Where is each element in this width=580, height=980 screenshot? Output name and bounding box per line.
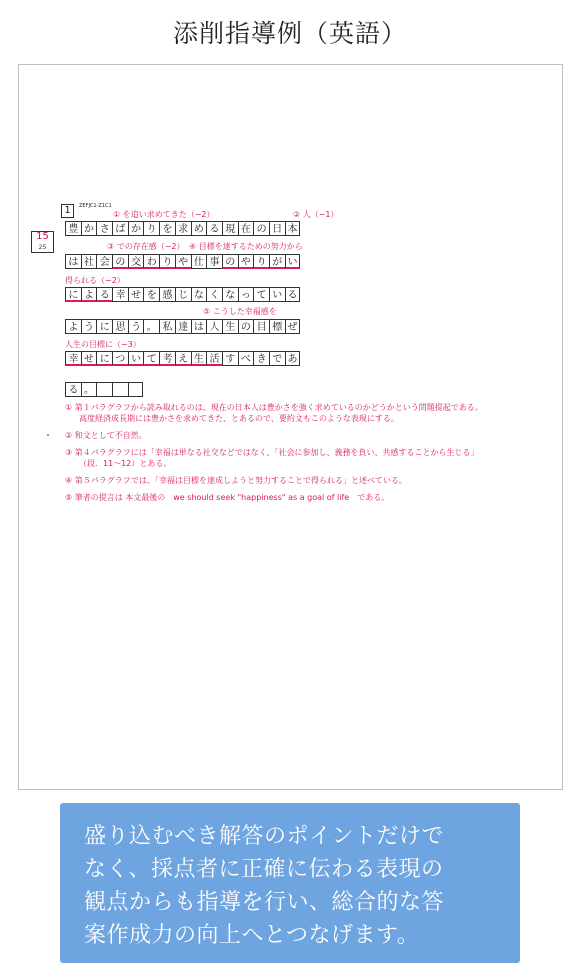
- answer-sheet: [18, 64, 563, 790]
- grid-cell: よ: [81, 287, 97, 302]
- grid-cell: の: [253, 221, 269, 236]
- grid-cell: せ: [128, 287, 144, 302]
- grid-cell: に: [96, 319, 112, 334]
- grid-cell: べ: [238, 351, 254, 366]
- grid-cell: じ: [175, 287, 191, 302]
- grid-cell: く: [206, 287, 222, 302]
- answer-row-3: [65, 287, 300, 302]
- grid-cell: 事: [206, 254, 222, 269]
- question-number: 1: [61, 204, 74, 218]
- grid-cell: 社: [81, 254, 97, 269]
- grid-cell: を: [143, 287, 159, 302]
- grid-cell: う: [81, 319, 97, 334]
- grid-cell: て: [143, 351, 159, 366]
- annotation-4: ④ 目標を達するための努力から: [189, 242, 303, 251]
- grid-cell: す: [222, 351, 238, 366]
- grid-cell: 。: [81, 382, 97, 397]
- grid-cell: 目: [253, 319, 269, 334]
- page-title: 添削指導例（英語）: [172, 19, 407, 48]
- grid-cell: を: [159, 221, 175, 236]
- info-banner: [60, 803, 520, 963]
- grid-cell: 考: [159, 351, 175, 366]
- grid-cell: 幸: [65, 351, 81, 366]
- grid-cell: 活: [206, 351, 222, 366]
- comment-item: [65, 447, 555, 469]
- grid-cell: 私: [159, 319, 175, 334]
- banner-line: なく、採点者に正確に伝わる表現の: [84, 857, 444, 882]
- grid-cell: り: [253, 254, 269, 269]
- comment-item: [65, 492, 555, 503]
- grid-cell: や: [175, 254, 191, 269]
- grid-cell: の: [222, 254, 238, 269]
- grid-cell: 会: [96, 254, 112, 269]
- grid-cell: る: [206, 221, 222, 236]
- grid-cell: 生: [191, 351, 207, 366]
- comment-text: ② 和文として不自然。: [65, 431, 147, 440]
- answer-row-2: [65, 254, 300, 269]
- grid-cell: る: [96, 287, 112, 302]
- grid-cell: い: [128, 351, 144, 366]
- annotation-1: ① を追い求めてきた（−2）: [113, 210, 215, 219]
- comment-text: ③ 第４パラグラフには「幸福は単なる社交などではなく、「社会に参加し、義務を負い、共感することから生じる」: [65, 448, 479, 457]
- grid-cell: 思: [112, 319, 128, 334]
- grid-cell: 生: [222, 319, 238, 334]
- grid-cell: き: [253, 351, 269, 366]
- dot-mark: [47, 434, 49, 436]
- grid-cell: り: [143, 221, 159, 236]
- grid-cell: め: [191, 221, 207, 236]
- grid-cell: わ: [143, 254, 159, 269]
- grid-cell: え: [175, 351, 191, 366]
- grid-cell: 在: [238, 221, 254, 236]
- banner-line: 盛り込むべき解答のポイントだけで: [84, 824, 445, 849]
- answer-row-6: [65, 382, 143, 397]
- comment-item: [65, 402, 555, 424]
- grid-cell: か: [81, 221, 97, 236]
- grid-cell: 。: [143, 319, 159, 334]
- grid-cell: や: [238, 254, 254, 269]
- grid-cell: 現: [222, 221, 238, 236]
- grid-cell: 求: [175, 221, 191, 236]
- score-box: [31, 231, 54, 253]
- comments: [65, 402, 555, 509]
- answer-row-5: [65, 351, 300, 366]
- grid-cell: あ: [285, 351, 301, 366]
- grid-cell: か: [128, 221, 144, 236]
- grid-cell: い: [285, 254, 301, 269]
- grid-cell: 幸: [112, 287, 128, 302]
- grid-cell: [128, 382, 144, 397]
- comment-text: ④ 第５パラグラフでは、「幸福は目標を達成しようと努力することで得られる」と述べている。: [65, 476, 407, 485]
- grid-cell: 仕: [191, 254, 207, 269]
- grid-cell: に: [65, 287, 81, 302]
- grid-cell: 交: [128, 254, 144, 269]
- annotation-3: ③ での存在感（−2）: [107, 242, 185, 251]
- grid-cell: せ: [81, 351, 97, 366]
- grid-cell: は: [191, 319, 207, 334]
- grid-cell: 達: [175, 319, 191, 334]
- grid-cell: が: [269, 254, 285, 269]
- grid-cell: 日: [269, 221, 285, 236]
- annotation-5: 得られる（−2）: [65, 276, 125, 285]
- grid-cell: い: [269, 287, 285, 302]
- grid-cell: う: [128, 319, 144, 334]
- grid-cell: に: [96, 351, 112, 366]
- grid-cell: る: [285, 287, 301, 302]
- grid-cell: 標: [269, 319, 285, 334]
- annotation-7: 人生の目標に（−3）: [65, 340, 141, 349]
- grid-cell: 本: [285, 221, 301, 236]
- grid-cell: 人: [206, 319, 222, 334]
- score-max: 25: [38, 244, 47, 251]
- grid-cell: る: [65, 382, 81, 397]
- grid-cell: の: [238, 319, 254, 334]
- grid-cell: は: [65, 254, 81, 269]
- comment-text: ① 第１パラグラフから読み取れるのは、現在の日本人は豊かさを強く求めているのかどうかという問題提起である。: [65, 403, 483, 412]
- grid-cell: つ: [112, 351, 128, 366]
- grid-cell: で: [269, 351, 285, 366]
- grid-cell: て: [253, 287, 269, 302]
- grid-cell: [96, 382, 112, 397]
- grid-cell: の: [112, 254, 128, 269]
- comment-item: [65, 475, 555, 486]
- grid-cell: な: [191, 287, 207, 302]
- grid-cell: さ: [96, 221, 112, 236]
- banner-line: 案作成力の向上へとつなげます。: [84, 923, 420, 948]
- answer-row-4: [65, 319, 300, 334]
- grid-cell: ぜ: [285, 319, 301, 334]
- answer-row-1: [65, 221, 300, 236]
- grid-cell: り: [159, 254, 175, 269]
- comment-text: ⑤ 筆者の提言は 本文最後の we should seek "happiness" as a goal of life である。: [65, 493, 390, 502]
- annotation-6: ⑤ こうした幸福感を: [203, 307, 277, 316]
- comment-subtext: 高度経済成長期には豊かさを求めてきた、とあるので、要約文もこのような表現にする。: [79, 414, 399, 423]
- comment-subtext: （段．11〜12）とある。: [79, 459, 172, 468]
- grid-cell: [112, 382, 128, 397]
- grid-cell: ば: [112, 221, 128, 236]
- grid-cell: な: [222, 287, 238, 302]
- grid-cell: っ: [238, 287, 254, 302]
- banner-line: 観点からも指導を行い、総合的な答: [84, 890, 445, 915]
- grid-cell: 豊: [65, 221, 81, 236]
- grid-cell: 感: [159, 287, 175, 302]
- score-value: 15: [36, 231, 49, 242]
- comment-item: [65, 430, 555, 441]
- grid-cell: よ: [65, 319, 81, 334]
- annotation-2: ② 人（−1）: [293, 210, 339, 219]
- answer-code: ZEFJC1-Z1C1: [79, 203, 112, 209]
